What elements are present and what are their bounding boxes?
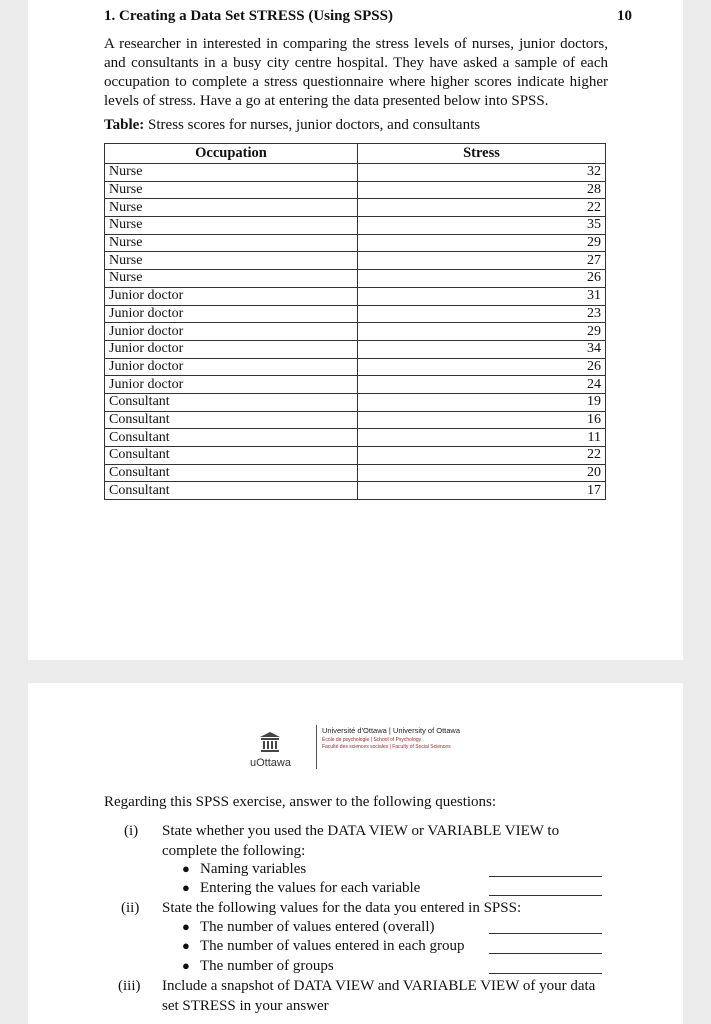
cell-stress: 32 — [358, 164, 606, 182]
stress-table — [104, 143, 606, 500]
answer-blank-q2-2[interactable] — [489, 953, 602, 954]
cell-occupation: Nurse — [105, 252, 358, 270]
bullet-icon: ● — [182, 938, 190, 953]
answer-blank-q2-3[interactable] — [489, 973, 602, 974]
q1-bullet-2-text: Entering the values for each variable — [200, 880, 421, 896]
table-caption-text: Stress scores for nurses, junior doctors, and consultants — [148, 117, 481, 133]
table-row — [105, 199, 606, 217]
cell-stress: 24 — [358, 376, 606, 394]
q2-bullet-1-text: The number of values entered (overall) — [200, 919, 435, 935]
table-row — [105, 411, 606, 429]
logo-title: Université d'Ottawa | University of Ottawa — [322, 726, 461, 735]
logo-divider — [316, 725, 317, 769]
table-row — [105, 464, 606, 482]
table-row — [105, 181, 606, 199]
bullet-icon: ● — [182, 861, 190, 876]
bullet-icon: ● — [182, 880, 190, 895]
table-row — [105, 270, 606, 288]
q1-bullet-1-text: Naming variables — [200, 861, 307, 877]
q3-number: (iii) — [118, 978, 141, 994]
table-row — [105, 340, 606, 358]
cell-occupation: Junior doctor — [105, 358, 358, 376]
q2-bullet-1 — [182, 919, 434, 936]
q2-number: (ii) — [121, 900, 140, 916]
table-row — [105, 164, 606, 182]
answer-blank-q1-2[interactable] — [489, 895, 602, 896]
q2-bullet-2 — [182, 938, 464, 955]
table-header-row — [105, 144, 606, 164]
cell-stress: 27 — [358, 252, 606, 270]
table-caption — [104, 117, 480, 134]
q3-text: Include a snapshot of DATA VIEW and VARIABLE VIEW of your data set STRESS in your answer — [162, 978, 596, 1014]
cell-stress: 35 — [358, 217, 606, 235]
q1-bullet-1 — [182, 861, 306, 878]
table-row — [105, 393, 606, 411]
cell-stress: 29 — [358, 323, 606, 341]
q1-number: (i) — [124, 823, 139, 839]
question-intro: A researcher in interested in comparing the stress levels of nurses, junior doctors, and consultants in a busy city centre hospital. They have asked a sample of each occupation to complete a stress questionnaire where higher scores indicate higher levels of stress. Have a go at entering the data presented below into SPSS. — [104, 36, 608, 109]
cell-stress: 22 — [358, 199, 606, 217]
logo-sub-line-1: École de psychologie | School of Psychology — [322, 737, 422, 743]
cell-occupation: Nurse — [105, 199, 358, 217]
cell-stress: 28 — [358, 181, 606, 199]
cell-stress: 16 — [358, 411, 606, 429]
cell-occupation: Consultant — [105, 429, 358, 447]
table-caption-label: Table: — [104, 117, 145, 133]
table-row — [105, 305, 606, 323]
cell-occupation: Nurse — [105, 181, 358, 199]
table-row — [105, 447, 606, 465]
cell-occupation: Junior doctor — [105, 340, 358, 358]
cell-occupation: Consultant — [105, 482, 358, 500]
cell-stress: 29 — [358, 234, 606, 252]
cell-occupation: Nurse — [105, 270, 358, 288]
header-stress: Stress — [358, 144, 606, 164]
cell-stress: 23 — [358, 305, 606, 323]
cell-stress: 34 — [358, 340, 606, 358]
cell-stress: 17 — [358, 482, 606, 500]
document-page-2 — [28, 683, 683, 1024]
q2-bullet-2-text: The number of values entered in each group — [200, 938, 465, 954]
table-row — [105, 217, 606, 235]
university-logo — [250, 723, 480, 773]
q2-bullet-3-text: The number of groups — [200, 958, 334, 974]
table-row — [105, 358, 606, 376]
cell-stress: 19 — [358, 393, 606, 411]
cell-occupation: Nurse — [105, 217, 358, 235]
table-row — [105, 323, 606, 341]
cell-stress: 22 — [358, 447, 606, 465]
question-marks: 10 — [617, 8, 632, 24]
cell-occupation: Nurse — [105, 164, 358, 182]
logo-sub-line-2: Faculté des sciences sociales | Faculty of Social Sciences — [322, 744, 451, 750]
cell-stress: 26 — [358, 358, 606, 376]
table-row — [105, 234, 606, 252]
header-occupation: Occupation — [105, 144, 358, 164]
cell-occupation: Junior doctor — [105, 376, 358, 394]
q1-bullet-2 — [182, 880, 420, 897]
cell-occupation: Consultant — [105, 464, 358, 482]
cell-occupation: Junior doctor — [105, 287, 358, 305]
logo-wordmark: uOttawa — [250, 757, 291, 769]
cell-stress: 31 — [358, 287, 606, 305]
bullet-icon: ● — [182, 919, 190, 934]
cell-occupation: Consultant — [105, 447, 358, 465]
cell-stress: 11 — [358, 429, 606, 447]
cell-occupation: Consultant — [105, 393, 358, 411]
cell-occupation: Junior doctor — [105, 323, 358, 341]
building-icon — [258, 730, 282, 754]
answer-blank-q2-1[interactable] — [489, 933, 602, 934]
questions-intro: Regarding this SPSS exercise, answer to the following questions: — [104, 794, 497, 810]
table-row — [105, 252, 606, 270]
cell-occupation: Consultant — [105, 411, 358, 429]
cell-stress: 26 — [358, 270, 606, 288]
q1-text: State whether you used the DATA VIEW or VARIABLE VIEW to complete the following: — [162, 823, 560, 859]
table-row — [105, 287, 606, 305]
logo-subtitle — [322, 737, 451, 751]
table-row — [105, 482, 606, 500]
cell-stress: 20 — [358, 464, 606, 482]
q2-bullet-3 — [182, 958, 334, 975]
table-row — [105, 376, 606, 394]
bullet-icon: ● — [182, 958, 190, 973]
q2-text: State the following values for the data you entered in SPSS: — [162, 900, 522, 916]
answer-blank-q1-1[interactable] — [489, 876, 602, 877]
table-row — [105, 429, 606, 447]
document-page-1 — [28, 0, 683, 660]
question-heading-row — [104, 8, 632, 25]
cell-occupation: Nurse — [105, 234, 358, 252]
cell-occupation: Junior doctor — [105, 305, 358, 323]
question-title: 1. Creating a Data Set STRESS (Using SPSS) — [104, 8, 393, 24]
